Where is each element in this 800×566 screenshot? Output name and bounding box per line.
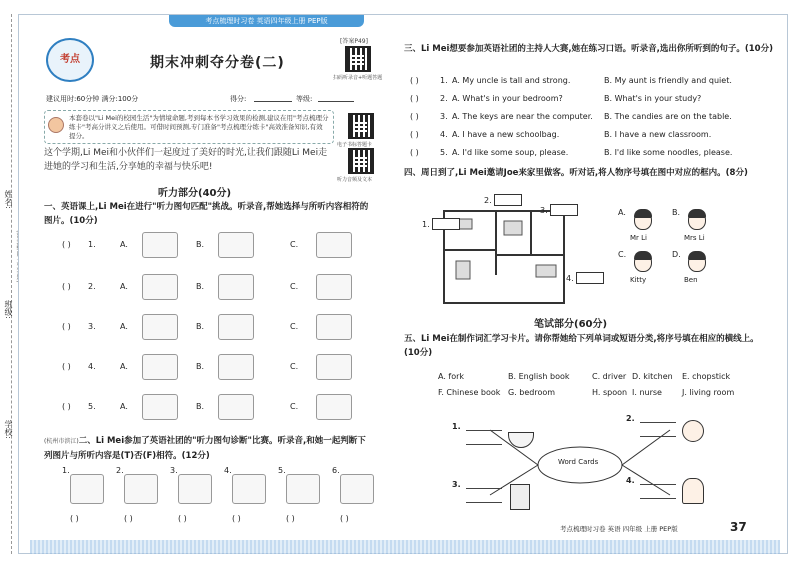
q1-row-num: 3. (88, 322, 96, 331)
q1-option-letter: A. (120, 322, 128, 331)
card-answer-line[interactable] (466, 444, 502, 445)
person-portrait (634, 210, 652, 230)
q1-option-picture (218, 274, 254, 300)
q2-answer-paren[interactable]: ( ) (286, 514, 295, 523)
q3-item-num: 5. (440, 148, 448, 157)
person-portrait (688, 252, 706, 272)
word-option: D. kitchen (632, 372, 673, 381)
q2-answer-paren[interactable]: ( ) (70, 514, 79, 523)
q2-item-num: 5. (278, 466, 286, 475)
card-num: 1. (452, 422, 461, 431)
person-name: Ben (684, 276, 698, 284)
q2-picture (70, 474, 104, 504)
writing-title: 笔试部分(60分) (534, 319, 608, 330)
card-answer-line[interactable] (466, 502, 502, 503)
q1-answer-paren[interactable]: ( ) (62, 240, 71, 249)
q2-picture (286, 474, 320, 504)
word-option: G. bedroom (508, 388, 556, 397)
q1-option-letter: A. (120, 240, 128, 249)
card-num: 3. (452, 480, 461, 489)
card-answer-line[interactable] (640, 498, 676, 499)
person-hair (688, 209, 706, 218)
time-score: 建议用时:60分钟 满分:100分 (46, 95, 139, 103)
q1-option-picture (218, 354, 254, 380)
page-title: 期末冲刺夺分卷(二) (150, 55, 285, 71)
q1-option-picture (218, 232, 254, 258)
q1-option-picture (142, 314, 178, 340)
q3-answer-paren[interactable]: ( ) (410, 148, 419, 157)
q3-option-a[interactable]: A. My uncle is tall and strong. (452, 76, 571, 85)
q1-option-letter: B. (196, 322, 205, 331)
q2-item-num: 6. (332, 466, 340, 475)
q4-box-num: 4. (566, 274, 574, 283)
qr-caption-3: 听力音频及文本 (337, 177, 373, 183)
q2-item-num: 4. (224, 466, 232, 475)
q3-item-num: 3. (440, 112, 448, 121)
card-answer-line[interactable] (640, 422, 676, 423)
grade-label: 等级: (296, 95, 313, 103)
q1-option-picture (142, 232, 178, 258)
card-num: 2. (626, 414, 635, 423)
q1-option-picture (316, 354, 352, 380)
q3-option-a[interactable]: A. I have a new schoolbag. (452, 130, 560, 139)
q2-text (44, 434, 374, 463)
q4-box-num: 3. (540, 206, 548, 215)
q3-item-num: 4. (440, 130, 448, 139)
qr-caption-2: 电子书标答题卡 (337, 142, 373, 148)
q2-picture (124, 474, 158, 504)
q4-answer-box[interactable] (432, 218, 460, 230)
q1-row-num: 1. (88, 240, 96, 249)
q1-row-num: 2. (88, 282, 96, 291)
word-option: C. driver (592, 372, 627, 381)
q4-answer-box[interactable] (550, 204, 578, 216)
q1-option-picture (316, 394, 352, 420)
card-num: 4. (626, 476, 635, 485)
person-hair (634, 251, 652, 260)
person-portrait (634, 252, 652, 272)
qr-code-ebook[interactable] (348, 113, 374, 139)
person-portrait (688, 210, 706, 230)
q1-option-picture (316, 232, 352, 258)
person-letter: C. (618, 250, 627, 259)
q1-option-picture (316, 314, 352, 340)
page-number: 37 (730, 520, 747, 534)
intro-box (44, 110, 334, 144)
word-option: A. fork (438, 372, 465, 381)
nurse-icon (682, 420, 704, 442)
qr-code-listening[interactable] (345, 46, 371, 72)
q1-option-letter: A. (120, 362, 128, 371)
q4-box-num: 2. (484, 196, 492, 205)
name-label: 姓名: (4, 190, 13, 209)
q3-text: 三、Li Mei想要参加英语社团的主持人大赛,她在练习口语。听录音,选出你所听到的句子。(10分) (404, 44, 773, 54)
qr-code-audio[interactable] (348, 148, 374, 174)
q2-answer-paren[interactable]: ( ) (124, 514, 133, 523)
q3-answer-paren[interactable]: ( ) (410, 112, 419, 121)
card-answer-line[interactable] (640, 484, 676, 485)
word-option: I. nurse (632, 388, 662, 397)
school-label: 学校: (4, 420, 13, 439)
q1-option-letter: A. (120, 402, 128, 411)
person-letter: A. (618, 208, 626, 217)
book-icon (510, 484, 530, 510)
q3-option-b[interactable]: B. The candies are on the table. (604, 112, 732, 121)
person-letter: B. (672, 208, 681, 217)
q1-row-num: 4. (88, 362, 96, 371)
word-option: B. English book (508, 372, 570, 381)
q2-body: 二、Li Mei参加了英语社团的"听力图句诊断"比赛。听录音,和她一起判断下列图片与所听内容是(T)否(F)相符。(12分) (44, 436, 366, 461)
q1-option-letter: C. (290, 322, 299, 331)
q2-item-num: 1. (62, 466, 70, 475)
person-hair (634, 209, 652, 218)
q4-box-num: 1. (422, 220, 430, 229)
score-label: 得分: (230, 95, 247, 103)
q3-option-b[interactable]: B. I'd like some noodles, please. (604, 148, 733, 157)
q1-option-letter: A. (120, 282, 128, 291)
card-answer-line[interactable] (466, 430, 502, 431)
q2-item-num: 2. (116, 466, 124, 475)
driver-icon (682, 478, 704, 504)
word-option: E. chopstick (682, 372, 731, 381)
q1-option-letter: C. (290, 282, 299, 291)
grade-field[interactable] (318, 101, 354, 102)
q1-answer-paren[interactable]: ( ) (62, 282, 71, 291)
q1-option-picture (218, 394, 254, 420)
word-option: J. living room (682, 388, 735, 397)
word-cards-label: Word Cards (558, 458, 599, 466)
q1-option-picture (142, 274, 178, 300)
person-name: Mr Li (630, 234, 647, 242)
q1-option-letter: C. (290, 402, 299, 411)
class-label: 班级: (4, 300, 13, 319)
story-intro: 这个学期,Li Mei和小伙伴们一起度过了美好的时光,让我们跟随Li Mei走进她的学习和生活,分享她的幸福与快乐吧! (44, 148, 328, 172)
listening-title: 听力部分(40分) (158, 188, 232, 199)
logo: 考点 (46, 38, 94, 82)
intro-text: 本套卷以"Li Mei的校园生活"为情境命题,考到每本书学习效果的检测,建议在用"考点梳理分练卡"考高分讲义之后使用。可借时间预测,专门准备"考点梳理分练卡"高效准备知识,有效提分。 (69, 114, 329, 140)
word-option: H. spoon (592, 388, 628, 397)
q1-option-letter: B. (196, 402, 205, 411)
q1-answer-paren[interactable]: ( ) (62, 322, 71, 331)
q3-item-num: 1. (440, 76, 448, 85)
header-banner: 考点梳理时习卷 英语四年级上册 PEP版 (169, 15, 364, 27)
q5-text: 五、Li Mei在制作词汇学习卡片。请你帮她给下列单词或短语分类,将序号填在相应的横线上。(10分) (404, 334, 759, 358)
score-field[interactable] (254, 101, 292, 102)
word-option: F. Chinese book (438, 388, 501, 397)
q3-option-b[interactable]: B. What's in your study? (604, 94, 702, 103)
q1-option-letter: B. (196, 362, 205, 371)
q2-answer-paren[interactable]: ( ) (232, 514, 241, 523)
q1-answer-paren[interactable]: ( ) (62, 402, 71, 411)
q2-item-num: 3. (170, 466, 178, 475)
q4-answer-box[interactable] (494, 194, 522, 206)
q3-option-a[interactable]: A. I'd like some soup, please. (452, 148, 569, 157)
card-answer-line[interactable] (640, 436, 676, 437)
q1-answer-paren[interactable]: ( ) (62, 362, 71, 371)
q2-picture (340, 474, 374, 504)
card-answer-line[interactable] (466, 488, 502, 489)
q1-option-picture (142, 394, 178, 420)
q1-option-letter: B. (196, 240, 205, 249)
q4-text: 四、周日到了,Li Mei邀请Joe来家里做客。听对话,将人物序号填在图中对应的框内。(8分) (404, 168, 748, 178)
q2-answer-paren[interactable]: ( ) (178, 514, 187, 523)
q2-picture (178, 474, 212, 504)
girl-avatar (48, 117, 64, 133)
q1-text: 一、英语课上,Li Mei在进行"听力图句匹配"挑战。听录音,帮她选择与所听内容相符的图片。(10分) (44, 202, 369, 226)
binding-line (11, 14, 12, 554)
q3-option-a[interactable]: A. What's in your bedroom? (452, 94, 563, 103)
q2-answer-paren[interactable]: ( ) (340, 514, 349, 523)
q3-answer-paren[interactable]: ( ) (410, 76, 419, 85)
q3-option-b[interactable]: B. I have a new classroom. (604, 130, 712, 139)
answer-tag: [答案P49] (340, 38, 368, 45)
q3-answer-paren[interactable]: ( ) (410, 94, 419, 103)
qr-caption-1: 扫码听录音+听题答题 (333, 75, 383, 81)
person-name: Kitty (630, 276, 647, 284)
q2-picture (232, 474, 266, 504)
q1-option-letter: B. (196, 282, 205, 291)
q1-option-letter: C. (290, 362, 299, 371)
q3-option-a[interactable]: A. The keys are near the computer. (452, 112, 593, 121)
q3-answer-paren[interactable]: ( ) (410, 130, 419, 139)
q1-row-num: 5. (88, 402, 96, 411)
q3-item-num: 2. (440, 94, 448, 103)
q1-option-picture (218, 314, 254, 340)
bottom-strip (30, 540, 780, 554)
q1-option-picture (316, 274, 352, 300)
person-hair (688, 251, 706, 260)
q1-option-picture (142, 354, 178, 380)
q4-answer-box[interactable] (576, 272, 604, 284)
footer-text: 考点梳理时习卷 英语 四年级 上册 PEP版 (560, 525, 678, 533)
person-letter: D. (672, 250, 681, 259)
person-name: Mrs Li (684, 234, 705, 242)
q2-source: (杭州市滨江) (44, 438, 79, 445)
q3-option-b[interactable]: B. My aunt is friendly and quiet. (604, 76, 732, 85)
q1-option-letter: C. (290, 240, 299, 249)
